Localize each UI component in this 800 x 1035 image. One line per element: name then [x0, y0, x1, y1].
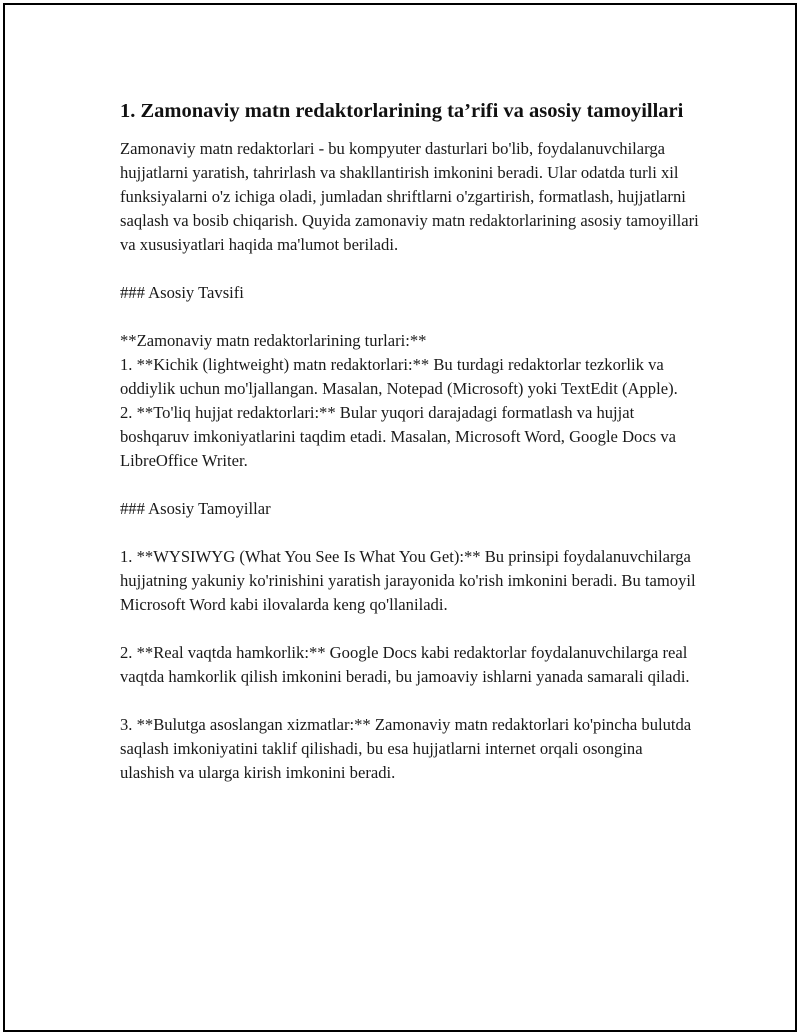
document-body [120, 97, 700, 785]
principle-item-3: 3. **Bulutga asoslangan xizmatlar:** Zamonaviy matn redaktorlari ko'pincha bulutda saqlash imkoniyatini taklif qilishadi, bu esa hujjatlarni internet orqali osongina ulashish va ularga kirish imkonini beradi. [120, 715, 692, 782]
page-frame [3, 3, 797, 1032]
spacer [120, 617, 700, 641]
principle-item-2: 2. **Real vaqtda hamkorlik:** Google Docs kabi redaktorlar foydalanuvchilarga real vaqtda hamkorlik qilish imkonini beradi, bu jamoaviy ishlarni yanada samarali qiladi. [120, 643, 690, 686]
intro-paragraph: Zamonaviy matn redaktorlari - bu kompyuter dasturlari bo'lib, foydalanuvchilarga hujjatlarni yaratish, tahrirlash va shakllantirish imkonini beradi. Ular odatda turli xil funksiyalarni o'z ichiga oladi, jumladan shriftlarni o'zgartirish, formatlash, hujjatlarni saqlash va bosib chiqarish. Quyida zamonaviy matn redaktorlarining asosiy tamoyillari va xususiyatlari haqida ma'lumot beriladi. [120, 139, 699, 254]
spacer [120, 257, 700, 281]
spacer [120, 521, 700, 545]
spacer [120, 473, 700, 497]
principle-item-1: 1. **WYSIWYG (What You See Is What You Get):** Bu prinsipi foydalanuvchilarga hujjatning yakuniy ko'rinishini yaratish jarayonida ko'rish imkonini beradi. Bu tamoyil Microsoft Word kabi ilovalarda keng qo'llaniladi. [120, 547, 696, 614]
types-heading: **Zamonaviy matn redaktorlarining turlari:** [120, 331, 427, 350]
document-title: 1. Zamonaviy matn redaktorlarining ta’rifi va asosiy tamoyillari [120, 100, 684, 122]
spacer [120, 689, 700, 713]
type-item-2: 2. **To'liq hujjat redaktorlari:** Bular yuqori darajadagi formatlash va hujjat boshqaruv imkoniyatlarini taqdim etadi. Masalan, Microsoft Word, Google Docs va LibreOffice Writer. [120, 403, 676, 470]
spacer [120, 305, 700, 329]
type-item-1: 1. **Kichik (lightweight) matn redaktorlari:** Bu turdagi redaktorlar tezkorlik va oddiylik uchun mo'ljallangan. Masalan, Notepad (Microsoft) yoki TextEdit (Apple). [120, 355, 678, 398]
section-heading-tavsifi: ### Asosiy Tavsifi [120, 283, 244, 302]
section-heading-tamoyillar: ### Asosiy Tamoyillar [120, 499, 271, 518]
